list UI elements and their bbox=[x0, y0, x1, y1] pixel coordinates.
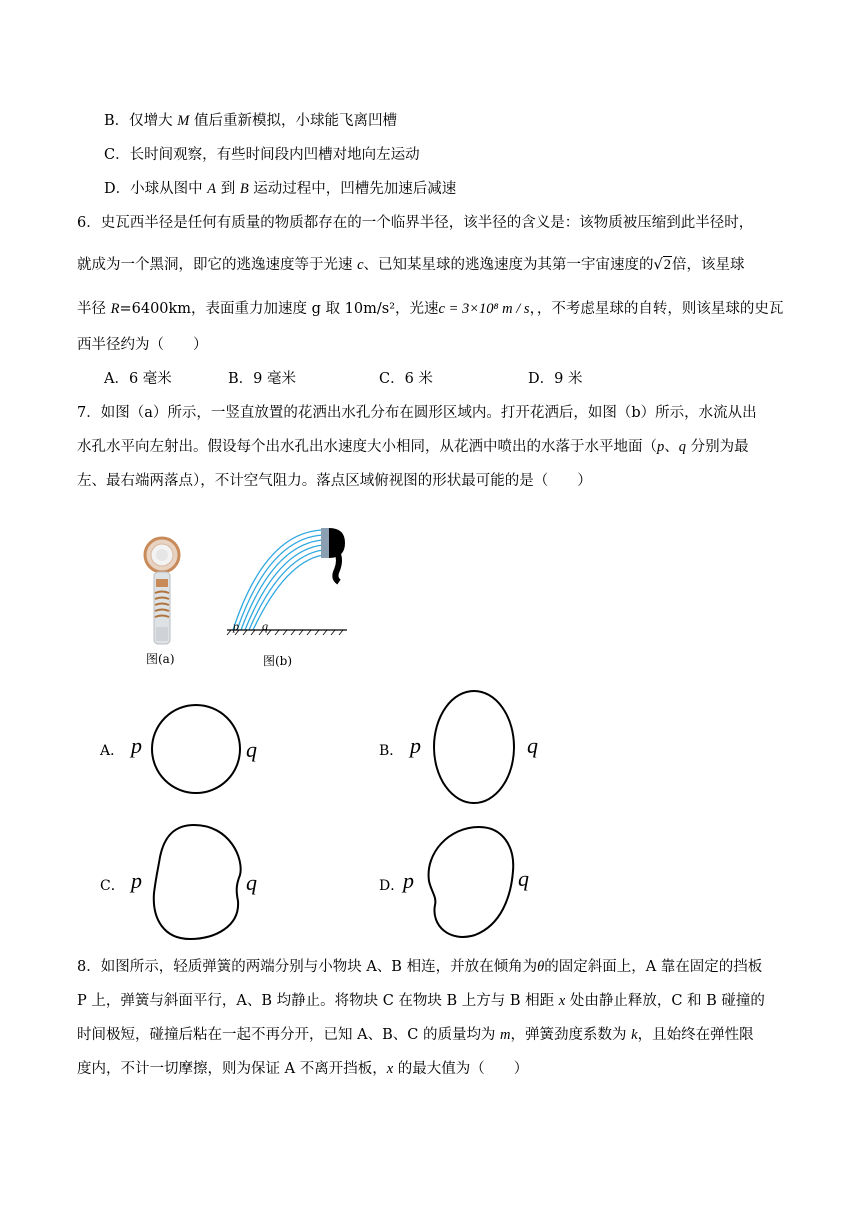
q7-option-c-q: q bbox=[246, 870, 257, 895]
q7-line-1: 7．如图（a）所示，一竖直放置的花洒出水孔分布在圆形区域内。打开花洒后，如图（b）所示，水流从出 bbox=[77, 405, 757, 421]
q7-option-c-label: C． bbox=[100, 878, 125, 894]
q6-option-b: B．9 毫米 bbox=[228, 371, 296, 387]
q7-option-a-q: q bbox=[246, 737, 257, 762]
q6-line-2: 就成为一个黑洞，即它的逃逸速度等于光速 c、已知某星球的逃逸速度为其第一宇宙速度的√2倍，该星球 bbox=[77, 257, 745, 273]
figure-b-p-label: p bbox=[233, 619, 239, 633]
q8-line-4: 度内，不计一切摩擦，则为保证 A 不离开挡板，x 的最大值为（ ） bbox=[77, 1061, 529, 1077]
q5-option-d: D．小球从图中 A 到 B 运动过程中，凹槽先加速后减速 bbox=[104, 181, 457, 197]
q8-line-3: 时间极短，碰撞后粘在一起不再分开，已知 A、B、C 的质量均为 m，弹簧劲度系数为 k，且始终在弹性限 bbox=[77, 1027, 754, 1043]
q5-option-c: C．长时间观察，有些时间段内凹槽对地向左运动 bbox=[104, 147, 420, 163]
q6-option-d: D．9 米 bbox=[528, 371, 583, 387]
q7-option-b-p: p bbox=[410, 733, 421, 758]
q5-option-b: B．仅增大 M 值后重新模拟，小球能飞离凹槽 bbox=[104, 113, 397, 129]
q7-option-d-shape bbox=[425, 825, 517, 939]
figure-b-q-label: q bbox=[262, 619, 268, 633]
figure-a-caption: 图(a) bbox=[146, 652, 175, 666]
q8-line-2: P 上，弹簧与斜面平行，A、B 均静止。将物块 C 在物块 B 上方与 B 相距 x 处由静止释放，C 和 B 碰撞的 bbox=[77, 993, 765, 1009]
q6-option-a: A．6 毫米 bbox=[104, 371, 172, 387]
q6-line-4: 西半径约为（ ） bbox=[77, 337, 208, 353]
q7-option-d-q: q bbox=[518, 866, 529, 891]
figure-b-water-streams bbox=[225, 522, 355, 637]
q7-option-a-label: A． bbox=[100, 743, 125, 759]
figure-b-caption: 图(b) bbox=[263, 654, 293, 668]
q6-line-3: 半径 R=6400km，表面重力加速度 g 取 10m/s²，光速c = 3×10⁸ m / s，，不考虑星球的自转，则该星球的史瓦 bbox=[77, 301, 784, 317]
q7-option-a-shape bbox=[150, 703, 242, 795]
q6-option-c: C．6 米 bbox=[379, 371, 433, 387]
q7-option-a-p: p bbox=[131, 733, 142, 758]
figure-a-shower-head bbox=[140, 535, 190, 645]
sqrt-two: √2 bbox=[653, 257, 672, 273]
q7-option-c-p: p bbox=[131, 868, 142, 893]
q7-option-c-shape bbox=[150, 823, 246, 941]
q7-option-b-label: B． bbox=[379, 743, 404, 759]
q8-line-1: 8．如图所示，轻质弹簧的两端分别与小物块 A、B 相连，并放在倾角为θ的固定斜面上，A 靠在固定的挡板 bbox=[77, 959, 763, 975]
q7-option-b-q: q bbox=[527, 733, 538, 758]
q7-line-2: 水孔水平向左射出。假设每个出水孔出水速度大小相同，从花洒中喷出的水落于水平地面（p、q 分别为最 bbox=[77, 439, 749, 455]
q7-option-d-label: D． bbox=[379, 878, 405, 894]
q7-option-b-shape bbox=[432, 689, 516, 805]
q7-option-d-p: p bbox=[403, 868, 414, 893]
q7-line-3: 左、最右端两落点），不计空气阻力。落点区域俯视图的形状最可能的是（ ） bbox=[77, 473, 592, 489]
q6-line-1: 6．史瓦西半径是任何有质量的物质都存在的一个临界半径，该半径的含义是：该物质被压缩到此半径时， bbox=[77, 215, 754, 231]
